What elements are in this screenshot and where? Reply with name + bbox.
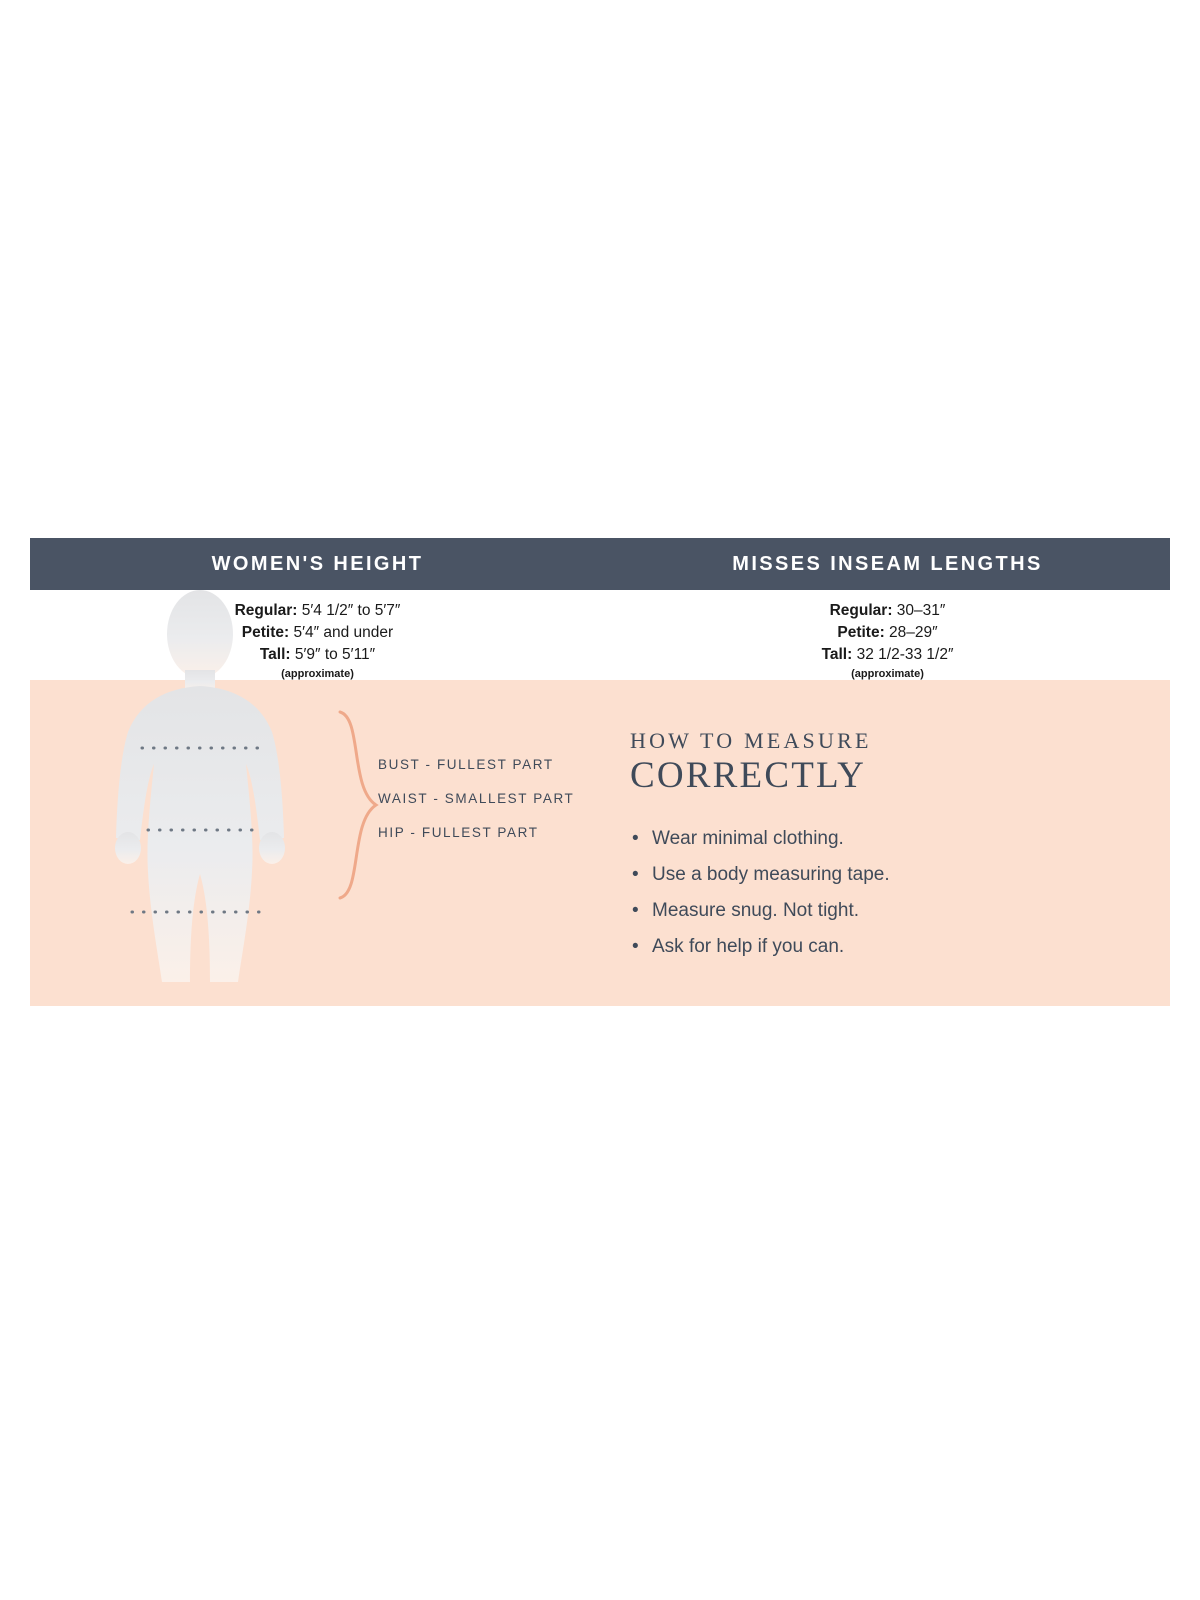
height-row-petite-label: Petite: bbox=[241, 624, 290, 641]
height-row-regular-value: 5′4 1/2″ to 5′7″ bbox=[301, 602, 401, 619]
height-row-petite-value: 5′4″ and under bbox=[293, 624, 394, 641]
list-item: • Use a body measuring tape. bbox=[630, 860, 1150, 890]
height-approx-note: (approximate) bbox=[281, 668, 354, 680]
height-row-tall-value: 5′9″ to 5′11″ bbox=[294, 646, 376, 663]
size-guide-chart bbox=[30, 538, 1170, 1006]
measuring-tips-list bbox=[630, 824, 1150, 962]
measure-label-bust: BUST - FULLEST PART bbox=[378, 757, 554, 772]
inseam-row-petite-value: 28–29″ bbox=[889, 624, 938, 641]
inseam-row-tall-value: 32 1/2-33 1/2″ bbox=[856, 646, 954, 663]
measure-panel bbox=[30, 680, 1170, 1006]
inseam-row-petite-label: Petite: bbox=[837, 624, 885, 641]
inseam-row-tall bbox=[822, 644, 954, 666]
female-body-silhouette bbox=[70, 582, 330, 1002]
header-misses-inseam-lengths: MISSES INSEAM LENGTHS bbox=[732, 552, 1043, 575]
inseam-row-regular bbox=[830, 600, 946, 622]
how-to-measure-heading-large: CORRECTLY bbox=[630, 755, 867, 796]
list-item: • Wear minimal clothing. bbox=[630, 824, 1150, 854]
inseam-row-regular-label: Regular: bbox=[829, 602, 893, 619]
how-to-measure-heading-small: HOW TO MEASURE bbox=[630, 728, 872, 753]
inseam-column bbox=[605, 590, 1170, 680]
inseam-approx-note: (approximate) bbox=[851, 668, 924, 680]
height-row-regular-label: Regular: bbox=[234, 602, 298, 619]
inseam-row-regular-value: 30–31″ bbox=[896, 602, 946, 619]
height-row-tall-label: Tall: bbox=[259, 646, 291, 663]
inseam-row-tall-label: Tall: bbox=[821, 646, 853, 663]
measure-label-hip: HIP - FULLEST PART bbox=[378, 825, 539, 840]
measurement-label-list bbox=[378, 748, 618, 850]
list-item: • Measure snug. Not tight. bbox=[630, 896, 1150, 926]
measure-label-waist: WAIST - SMALLEST PART bbox=[378, 791, 575, 806]
list-item: • Ask for help if you can. bbox=[630, 932, 1150, 962]
brace-icon bbox=[336, 710, 380, 900]
how-to-measure-section bbox=[630, 728, 1150, 968]
header-womens-height: WOMEN'S HEIGHT bbox=[211, 552, 424, 575]
inseam-row-petite bbox=[837, 622, 937, 644]
